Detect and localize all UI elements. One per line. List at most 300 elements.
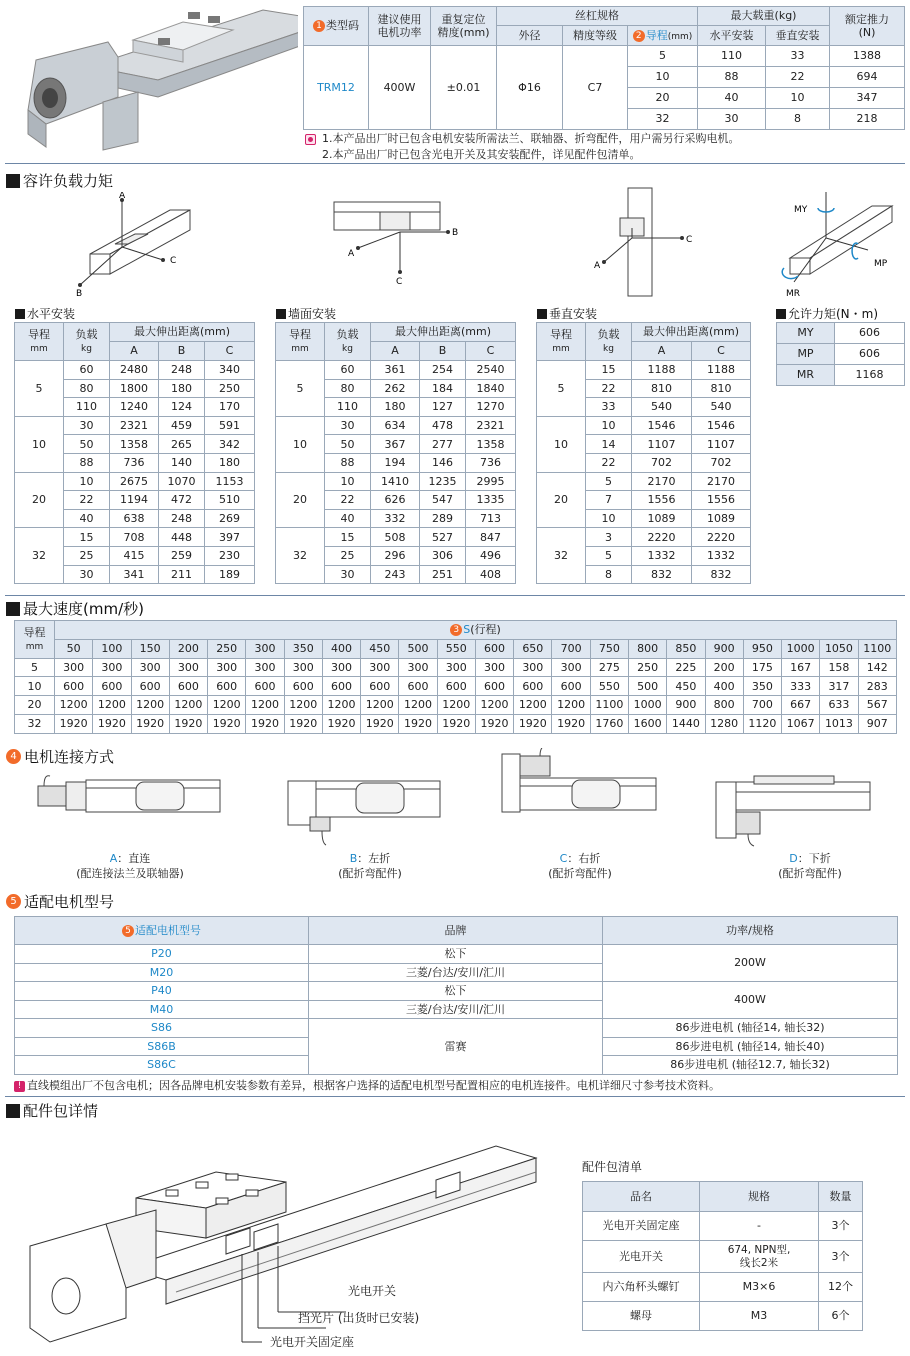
info-icon (305, 134, 316, 145)
table-row (15, 696, 897, 715)
speed-cell: 600 (552, 677, 590, 696)
connection-d-label: D：下折 (配折弯配件) (778, 852, 842, 880)
speed-cell: 1200 (514, 696, 552, 715)
distance-cell: 847 (466, 528, 516, 547)
distance-cell: 189 (205, 565, 255, 584)
distance-cell: 1270 (466, 398, 516, 417)
col-power: 建议使用 电机功率 (369, 7, 431, 46)
load-cell: 50 (64, 435, 110, 454)
load-cell: 88 (325, 453, 371, 472)
distance-cell: 510 (205, 491, 255, 510)
thrust-cell: 347 (830, 88, 905, 109)
speed-cell: 1200 (169, 696, 207, 715)
wall-load-table (275, 322, 516, 584)
distance-cell: 2540 (466, 361, 516, 380)
speed-cell: 1280 (705, 714, 743, 733)
moment-value: 606 (835, 323, 905, 344)
speed-cell: 600 (131, 677, 169, 696)
distance-cell: 248 (159, 361, 205, 380)
load-cell: 8 (586, 565, 632, 584)
horizontal-load-table (14, 322, 255, 584)
distance-cell: 1194 (110, 491, 159, 510)
distance-cell: 626 (371, 491, 420, 510)
divider (5, 595, 905, 596)
distance-cell: 1556 (692, 491, 751, 510)
speed-cell: 1920 (169, 714, 207, 733)
motor-power: 200W (603, 945, 898, 982)
table-row (15, 472, 255, 491)
connection-a-diagram (36, 770, 226, 820)
square-icon (15, 309, 25, 319)
lead-cell: 10 (537, 416, 586, 472)
moment-name: MY (777, 323, 835, 344)
spec-note-1: 1.本产品出厂时已包含电机安装所需法兰、联轴器、折弯配件，用户需另行采购电机。 (305, 130, 740, 146)
col-precision: 重复定位 精度(mm) (431, 7, 497, 46)
label-b: B (76, 289, 83, 299)
speed-cell: 350 (743, 677, 781, 696)
speed-cell: 667 (782, 696, 820, 715)
col-type-code: 1 类型码 (304, 7, 369, 46)
v-load-cell: 33 (766, 46, 830, 67)
distance-cell: 1410 (371, 472, 420, 491)
distance-cell: 702 (692, 453, 751, 472)
lead-cell: 5 (276, 361, 325, 417)
distance-cell: 1107 (632, 435, 692, 454)
distance-cell: 459 (159, 416, 205, 435)
speed-cell: 1200 (437, 696, 475, 715)
motor-brand: 松下 (309, 982, 603, 1001)
lead-cell: 20 (15, 696, 55, 715)
subtitle-vertical: 垂直安装 (537, 305, 597, 322)
speed-cell: 300 (514, 658, 552, 677)
speed-cell: 167 (782, 658, 820, 677)
load-cell: 7 (586, 491, 632, 510)
motor-table (14, 916, 898, 1075)
load-cell: 10 (325, 472, 371, 491)
distance-cell: 713 (466, 509, 516, 528)
distance-cell: 2675 (110, 472, 159, 491)
speed-cell: 400 (705, 677, 743, 696)
table-row (15, 714, 897, 733)
distance-cell: 810 (632, 379, 692, 398)
load-cell: 40 (64, 509, 110, 528)
col-a: A (632, 342, 692, 361)
table-row (537, 416, 751, 435)
lead-cell: 5 (15, 361, 64, 417)
load-cell: 22 (586, 379, 632, 398)
divider (5, 163, 905, 164)
load-cell: 15 (325, 528, 371, 547)
connection-d-diagram (714, 772, 874, 848)
distance-cell: 140 (159, 453, 205, 472)
distance-cell: 2170 (692, 472, 751, 491)
motor-spec: 86步进电机 (轴径14, 轴长32) (603, 1019, 898, 1038)
load-cell: 15 (64, 528, 110, 547)
lead-cell: 10 (276, 416, 325, 472)
distance-cell: 1188 (692, 361, 751, 380)
stroke-header: 950 (743, 639, 781, 658)
load-cell: 10 (586, 416, 632, 435)
part-spec: M3×6 (700, 1273, 819, 1302)
col-thrust: 额定推力 (N) (830, 7, 905, 46)
lead-cell: 20 (537, 472, 586, 528)
model-cell: TRM12 (304, 46, 369, 130)
motor-brand: 松下 (309, 945, 603, 964)
distance-cell: 180 (205, 453, 255, 472)
distance-cell: 341 (110, 565, 159, 584)
distance-cell: 832 (632, 565, 692, 584)
speed-cell: 1920 (93, 714, 131, 733)
lead-cell: 20 (628, 88, 698, 109)
speed-cell: 142 (858, 658, 896, 677)
col-lead: 导程 mm (537, 323, 586, 361)
speed-cell: 800 (705, 696, 743, 715)
speed-cell: 300 (131, 658, 169, 677)
distance-cell: 262 (371, 379, 420, 398)
connection-a-label: A：直连 (配连接法兰及联轴器) (76, 852, 184, 880)
distance-cell: 478 (420, 416, 466, 435)
grade-cell: C7 (563, 46, 628, 130)
distance-cell: 269 (205, 509, 255, 528)
col-a: A (371, 342, 420, 361)
col-c: C (692, 342, 751, 361)
speed-cell: 1200 (475, 696, 513, 715)
speed-cell: 1920 (208, 714, 246, 733)
load-cell: 33 (586, 398, 632, 417)
distance-cell: 2321 (110, 416, 159, 435)
speed-cell: 300 (552, 658, 590, 677)
square-icon (537, 309, 547, 319)
subtitle-wall: 墙面安装 (276, 305, 336, 322)
distance-cell: 540 (632, 398, 692, 417)
speed-cell: 600 (437, 677, 475, 696)
connection-c-label: C：右折 (配折弯配件) (548, 852, 612, 880)
col-lead: 2 导程(mm) (628, 26, 698, 46)
part-spec: M3 (700, 1302, 819, 1331)
distance-cell: 259 (159, 546, 205, 565)
distance-cell: 361 (371, 361, 420, 380)
load-cell: 22 (64, 491, 110, 510)
speed-cell: 600 (399, 677, 437, 696)
motor-spec: 86步进电机 (轴径14, 轴长40) (603, 1037, 898, 1056)
speed-cell: 275 (590, 658, 628, 677)
vertical-load-table (536, 322, 751, 584)
table-row (15, 658, 897, 677)
distance-cell: 170 (205, 398, 255, 417)
square-icon (776, 309, 786, 319)
speed-table (14, 620, 897, 734)
v-load-cell: 8 (766, 109, 830, 130)
motor-model: S86 (15, 1019, 309, 1038)
stroke-header: 1100 (858, 639, 896, 658)
distance-cell: 1800 (110, 379, 159, 398)
load-cell: 14 (586, 435, 632, 454)
speed-cell: 1200 (55, 696, 93, 715)
lead-cell: 5 (628, 46, 698, 67)
label-a: A (594, 261, 601, 271)
part-name: 螺母 (583, 1302, 700, 1331)
load-cell: 22 (586, 453, 632, 472)
distance-cell: 634 (371, 416, 420, 435)
v-load-cell: 22 (766, 67, 830, 88)
distance-cell: 448 (159, 528, 205, 547)
distance-cell: 736 (466, 453, 516, 472)
h-load-cell: 110 (698, 46, 766, 67)
label-my: MY (794, 205, 808, 215)
distance-cell: 2220 (632, 528, 692, 547)
subtitle-moment: 允许力矩(N・m) (776, 305, 878, 322)
speed-cell: 600 (361, 677, 399, 696)
stroke-header: 350 (284, 639, 322, 658)
distance-cell: 1188 (632, 361, 692, 380)
part-qty: 3个 (819, 1241, 863, 1273)
motor-model: M20 (15, 963, 309, 982)
moment-value: 606 (835, 344, 905, 365)
label-mp: MP (874, 259, 888, 269)
distance-cell: 1556 (632, 491, 692, 510)
col-load: 负载 kg (586, 323, 632, 361)
section-title-motor: 5 适配电机型号 (6, 891, 114, 912)
distance-cell: 1358 (466, 435, 516, 454)
speed-cell: 1200 (208, 696, 246, 715)
table-row (276, 528, 516, 547)
distance-cell: 127 (420, 398, 466, 417)
distance-cell: 1332 (692, 546, 751, 565)
part-qty: 3个 (819, 1212, 863, 1241)
parts-drawing (26, 1128, 546, 1350)
lead-cell: 20 (15, 472, 64, 528)
distance-cell: 1089 (692, 509, 751, 528)
speed-cell: 200 (705, 658, 743, 677)
speed-cell: 1200 (246, 696, 284, 715)
distance-cell: 367 (371, 435, 420, 454)
speed-cell: 1000 (628, 696, 666, 715)
square-icon (276, 309, 286, 319)
distance-cell: 340 (205, 361, 255, 380)
speed-cell: 300 (361, 658, 399, 677)
distance-cell: 702 (632, 453, 692, 472)
col-lead: 导程 mm (15, 621, 55, 659)
label-c: C (396, 277, 403, 287)
table-row (537, 528, 751, 547)
motor-note: ! 直线模组出厂不包含电机；因各品牌电机安装参数有差异，根据客户选择的适配电机型号配置相应的电机连接件。电机详细尺寸参考技术资料。 (14, 1077, 720, 1093)
col-model: 5 适配电机型号 (15, 917, 309, 945)
speed-cell: 600 (475, 677, 513, 696)
load-cell: 25 (64, 546, 110, 565)
moment-diagram (772, 188, 902, 298)
speed-cell: 1440 (667, 714, 705, 733)
distance-cell: 1546 (632, 416, 692, 435)
speed-cell: 300 (399, 658, 437, 677)
speed-cell: 1920 (55, 714, 93, 733)
lead-cell: 10 (628, 67, 698, 88)
motor-model: P40 (15, 982, 309, 1001)
distance-cell: 1358 (110, 435, 159, 454)
speed-cell: 600 (284, 677, 322, 696)
distance-cell: 736 (110, 453, 159, 472)
load-cell: 15 (586, 361, 632, 380)
col-qty: 数量 (819, 1182, 863, 1212)
col-vertical: 垂直安装 (766, 26, 830, 46)
stroke-header: 150 (131, 639, 169, 658)
speed-cell: 333 (782, 677, 820, 696)
speed-cell: 175 (743, 658, 781, 677)
distance-cell: 1235 (420, 472, 466, 491)
power-cell: 400W (369, 46, 431, 130)
distance-cell: 1070 (159, 472, 205, 491)
speed-cell: 1600 (628, 714, 666, 733)
speed-cell: 633 (820, 696, 858, 715)
load-cell: 5 (586, 546, 632, 565)
v-load-cell: 10 (766, 88, 830, 109)
speed-cell: 300 (208, 658, 246, 677)
divider (5, 1096, 905, 1097)
part-name: 内六角杯头螺钉 (583, 1273, 700, 1302)
distance-cell: 1840 (466, 379, 516, 398)
stroke-header: 850 (667, 639, 705, 658)
horizontal-diagram (60, 192, 200, 302)
motor-brand: 三菱/台达/安川/汇川 (309, 1000, 603, 1019)
col-dist: 最大伸出距离(mm) (371, 323, 516, 342)
load-cell: 40 (325, 509, 371, 528)
table-row (15, 677, 897, 696)
square-icon (6, 1104, 20, 1118)
speed-cell: 1200 (131, 696, 169, 715)
stroke-header: 550 (437, 639, 475, 658)
speed-cell: 500 (628, 677, 666, 696)
distance-cell: 496 (466, 546, 516, 565)
col-brand: 品牌 (309, 917, 603, 945)
speed-cell: 300 (246, 658, 284, 677)
speed-cell: 1013 (820, 714, 858, 733)
stroke-header: 700 (552, 639, 590, 658)
connection-b-diagram (286, 775, 446, 850)
speed-cell: 567 (858, 696, 896, 715)
speed-cell: 1200 (322, 696, 360, 715)
label-c: C (686, 235, 693, 245)
distance-cell: 248 (159, 509, 205, 528)
speed-cell: 300 (284, 658, 322, 677)
lead-cell: 20 (276, 472, 325, 528)
col-horizontal: 水平安装 (698, 26, 766, 46)
distance-cell: 810 (692, 379, 751, 398)
speed-cell: 600 (246, 677, 284, 696)
speed-cell: 600 (322, 677, 360, 696)
parts-table (582, 1181, 863, 1331)
stroke-header: 900 (705, 639, 743, 658)
part-qty: 6个 (819, 1302, 863, 1331)
motor-model: S86B (15, 1037, 309, 1056)
stroke-header: 500 (399, 639, 437, 658)
col-od: 外径 (497, 26, 563, 46)
wall-diagram (330, 196, 470, 296)
distance-cell: 342 (205, 435, 255, 454)
warning-icon: ! (14, 1081, 25, 1092)
load-cell: 25 (325, 546, 371, 565)
distance-cell: 832 (692, 565, 751, 584)
distance-cell: 508 (371, 528, 420, 547)
load-cell: 80 (64, 379, 110, 398)
speed-cell: 1920 (322, 714, 360, 733)
square-icon (6, 174, 20, 188)
stroke-header: 200 (169, 639, 207, 658)
distance-cell: 250 (205, 379, 255, 398)
col-name: 品名 (583, 1182, 700, 1212)
distance-cell: 211 (159, 565, 205, 584)
distance-cell: 251 (420, 565, 466, 584)
col-c: C (205, 342, 255, 361)
distance-cell: 591 (205, 416, 255, 435)
load-cell: 5 (586, 472, 632, 491)
speed-cell: 1200 (284, 696, 322, 715)
parts-list-title: 配件包清单 (582, 1160, 643, 1174)
motor-power: 400W (603, 982, 898, 1019)
distance-cell: 1240 (110, 398, 159, 417)
load-cell: 60 (325, 361, 371, 380)
part-spec: 674, NPN型, 线长2米 (700, 1241, 819, 1273)
stroke-header: 450 (361, 639, 399, 658)
stroke-header: 250 (208, 639, 246, 658)
distance-cell: 547 (420, 491, 466, 510)
speed-cell: 1100 (590, 696, 628, 715)
motor-model: P20 (15, 945, 309, 964)
table-row (537, 472, 751, 491)
load-cell: 110 (64, 398, 110, 417)
speed-cell: 1200 (399, 696, 437, 715)
load-cell: 80 (325, 379, 371, 398)
spec-note-2: 2.本产品出厂时已包含光电开关及其安装配件，详见配件包清单。 (322, 148, 641, 161)
lead-cell: 32 (276, 528, 325, 584)
speed-cell: 300 (169, 658, 207, 677)
part-qty: 12个 (819, 1273, 863, 1302)
stroke-header: 400 (322, 639, 360, 658)
distance-cell: 265 (159, 435, 205, 454)
distance-cell: 277 (420, 435, 466, 454)
col-lead: 导程 mm (15, 323, 64, 361)
speed-cell: 300 (93, 658, 131, 677)
distance-cell: 2480 (110, 361, 159, 380)
lead-cell: 10 (15, 416, 64, 472)
stroke-header: 100 (93, 639, 131, 658)
speed-cell: 450 (667, 677, 705, 696)
load-cell: 88 (64, 453, 110, 472)
col-grade: 精度等级 (563, 26, 628, 46)
table-row (15, 361, 255, 380)
thrust-cell: 1388 (830, 46, 905, 67)
h-load-cell: 30 (698, 109, 766, 130)
moment-name: MR (777, 365, 835, 386)
distance-cell: 1335 (466, 491, 516, 510)
col-lead: 导程 mm (276, 323, 325, 361)
stroke-header: 600 (475, 639, 513, 658)
speed-cell: 600 (514, 677, 552, 696)
precision-cell: ±0.01 (431, 46, 497, 130)
moment-name: MP (777, 344, 835, 365)
table-row (276, 361, 516, 380)
speed-cell: 700 (743, 696, 781, 715)
load-cell: 10 (586, 509, 632, 528)
speed-cell: 600 (93, 677, 131, 696)
od-cell: Φ16 (497, 46, 563, 130)
speed-cell: 1920 (399, 714, 437, 733)
label-mr: MR (786, 289, 801, 298)
speed-cell: 300 (55, 658, 93, 677)
distance-cell: 638 (110, 509, 159, 528)
col-spec: 规格 (700, 1182, 819, 1212)
speed-cell: 1920 (131, 714, 169, 733)
col-stroke: 3 S(行程) (55, 621, 897, 640)
load-cell: 110 (325, 398, 371, 417)
